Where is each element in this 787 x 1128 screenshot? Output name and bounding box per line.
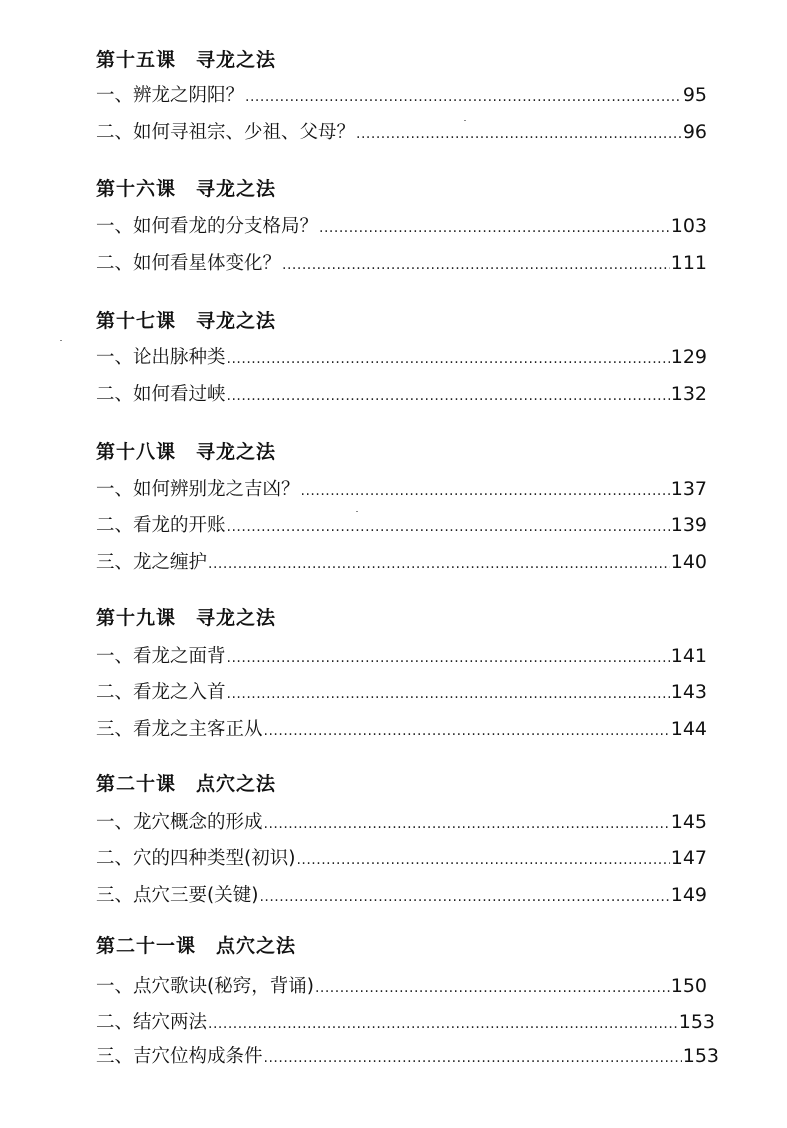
scan-speck bbox=[464, 120, 466, 121]
entry-label: 二、如何看过峡 bbox=[96, 384, 226, 405]
dot-leader bbox=[208, 1011, 678, 1037]
toc-entry[interactable] bbox=[96, 679, 707, 705]
entry-page-number: 111 bbox=[670, 252, 707, 274]
toc-entry[interactable] bbox=[96, 809, 707, 835]
entry-label: 三、看龙之主客正从 bbox=[96, 719, 263, 740]
toc-entry[interactable] bbox=[96, 344, 707, 370]
entry-page-number: 137 bbox=[670, 478, 707, 500]
entry-page-number: 95 bbox=[682, 84, 707, 106]
dot-leader bbox=[227, 383, 670, 409]
entry-page-number: 129 bbox=[670, 346, 707, 368]
entry-page-number: 145 bbox=[670, 811, 707, 833]
dot-leader bbox=[264, 811, 670, 837]
section-heading-19: 第十九课 寻龙之法 bbox=[96, 607, 277, 629]
entry-page-number: 149 bbox=[670, 884, 707, 906]
toc-entry[interactable] bbox=[96, 549, 707, 575]
toc-entry[interactable] bbox=[96, 973, 707, 999]
entry-label: 三、吉穴位构成条件 bbox=[96, 1046, 263, 1067]
dot-leader bbox=[296, 847, 669, 873]
dot-leader bbox=[259, 884, 669, 910]
toc-entry[interactable] bbox=[96, 213, 707, 239]
entry-label: 三、点穴三要(关键) bbox=[96, 885, 259, 906]
entry-page-number: 153 bbox=[682, 1045, 719, 1067]
entry-label: 二、看龙的开账 bbox=[96, 515, 226, 536]
entry-label: 一、论出脉种类 bbox=[96, 347, 226, 368]
entry-label: 一、看龙之面背 bbox=[96, 646, 226, 667]
entry-label: 三、龙之缠护 bbox=[96, 552, 208, 573]
toc-entry[interactable] bbox=[96, 845, 707, 871]
entry-label: 二、穴的四种类型(初识) bbox=[96, 848, 296, 869]
dot-leader bbox=[227, 681, 670, 707]
entry-label: 一、如何看龙的分支格局？ bbox=[96, 216, 319, 237]
entry-label: 二、看龙之入首 bbox=[96, 682, 226, 703]
dot-leader bbox=[319, 215, 670, 241]
dot-leader bbox=[356, 121, 682, 147]
entry-label: 一、辨龙之阴阳？ bbox=[96, 85, 245, 106]
entry-page-number: 153 bbox=[678, 1011, 715, 1033]
toc-entry[interactable] bbox=[96, 1009, 715, 1035]
toc-entry[interactable] bbox=[96, 512, 707, 538]
section-heading-18: 第十八课 寻龙之法 bbox=[96, 441, 277, 463]
section-heading-17: 第十七课 寻龙之法 bbox=[96, 310, 277, 332]
dot-leader bbox=[208, 551, 670, 577]
toc-entry[interactable] bbox=[96, 250, 707, 276]
entry-page-number: 144 bbox=[670, 718, 707, 740]
section-heading-21: 第二十一课 点穴之法 bbox=[96, 935, 297, 957]
scan-speck bbox=[356, 511, 358, 512]
dot-leader bbox=[264, 1045, 682, 1071]
entry-page-number: 139 bbox=[670, 514, 707, 536]
section-heading-15: 第十五课 寻龙之法 bbox=[96, 49, 277, 71]
entry-label: 一、点穴歌诀(秘窍，背诵) bbox=[96, 976, 314, 997]
dot-leader bbox=[301, 478, 670, 504]
dot-leader bbox=[227, 645, 670, 671]
dot-leader bbox=[227, 346, 670, 372]
section-heading-16: 第十六课 寻龙之法 bbox=[96, 178, 277, 200]
toc-entry[interactable] bbox=[96, 643, 707, 669]
toc-entry[interactable] bbox=[96, 119, 707, 145]
entry-label: 二、如何寻祖宗、少祖、父母？ bbox=[96, 122, 356, 143]
entry-label: 一、如何辨别龙之吉凶？ bbox=[96, 479, 300, 500]
dot-leader bbox=[227, 514, 670, 540]
toc-entry[interactable] bbox=[96, 476, 707, 502]
toc-entry[interactable] bbox=[96, 882, 707, 908]
entry-page-number: 141 bbox=[670, 645, 707, 667]
entry-page-number: 147 bbox=[670, 847, 707, 869]
entry-page-number: 150 bbox=[670, 975, 707, 997]
dot-leader bbox=[315, 975, 670, 1001]
dot-leader bbox=[282, 252, 670, 278]
scan-speck bbox=[60, 340, 62, 341]
toc-entry[interactable] bbox=[96, 716, 707, 742]
entry-label: 一、龙穴概念的形成 bbox=[96, 812, 263, 833]
entry-page-number: 140 bbox=[670, 551, 707, 573]
entry-label: 二、如何看星体变化？ bbox=[96, 253, 282, 274]
dot-leader bbox=[245, 84, 682, 110]
toc-entry[interactable] bbox=[96, 381, 707, 407]
toc-entry[interactable] bbox=[96, 82, 707, 108]
entry-page-number: 143 bbox=[670, 681, 707, 703]
toc-entry[interactable] bbox=[96, 1043, 719, 1069]
entry-page-number: 132 bbox=[670, 383, 707, 405]
dot-leader bbox=[264, 718, 670, 744]
section-heading-20: 第二十课 点穴之法 bbox=[96, 773, 277, 795]
entry-label: 二、结穴两法 bbox=[96, 1012, 208, 1033]
entry-page-number: 96 bbox=[682, 121, 707, 143]
entry-page-number: 103 bbox=[670, 215, 707, 237]
